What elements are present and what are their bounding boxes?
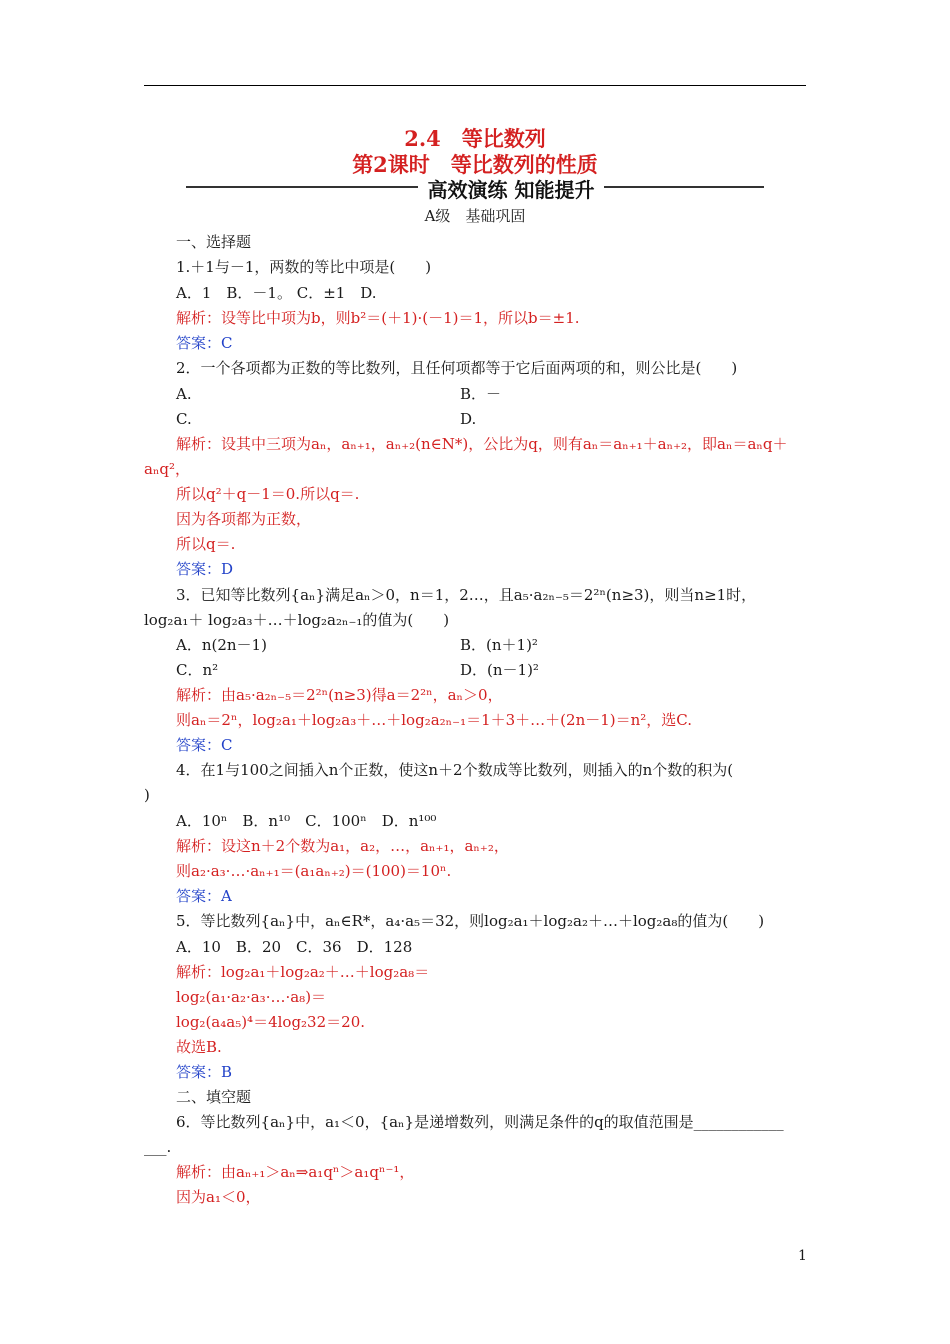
banner-rule-right xyxy=(604,186,764,188)
text-line xyxy=(176,1038,222,1056)
text-line xyxy=(144,611,449,629)
text-line xyxy=(176,988,326,1006)
line-text: 则a₂·a₃·…·aₙ₊₁＝(a₁aₙ₊₂)＝(100)＝10ⁿ. xyxy=(176,862,452,880)
line-text: 解析：由aₙ₊₁＞aₙ⇒a₁qⁿ＞a₁qⁿ⁻¹， xyxy=(176,1163,415,1181)
line-text: 4．在1与100之间插入n个正数，使这n＋2个数成等比数列，则插入的n个数的积为( xyxy=(176,761,734,779)
text-line xyxy=(176,385,502,403)
line-text: 则aₙ＝2ⁿ，log₂a₁＋log₂a₃＋…＋log₂a₂ₙ₋₁＝1＋3＋…＋(2n－1)＝n²，选C. xyxy=(176,711,693,729)
line-text: log₂(a₁·a₂·a₃·…·a₈)＝ xyxy=(176,988,327,1006)
text-line xyxy=(176,410,477,428)
line-text: 答案：A xyxy=(176,887,232,905)
line-text: 解析：log₂a₁＋log₂a₂＋…＋log₂a₈＝ xyxy=(176,963,430,981)
line-text: A．10ⁿ B．n¹⁰ C．100ⁿ D．n¹⁰⁰ xyxy=(176,812,437,830)
text-line xyxy=(176,510,311,528)
line-text: A. xyxy=(176,385,192,403)
line-text: 3．已知等比数列{aₙ}满足aₙ＞0，n＝1，2…，且a₅·a₂ₙ₋₅＝2²ⁿ(n≥3)，则当n≥1时， xyxy=(176,586,757,604)
text-line xyxy=(176,1063,232,1081)
banner xyxy=(186,174,764,200)
text-line xyxy=(176,963,429,981)
text-line xyxy=(176,535,235,553)
line-text: ___. xyxy=(144,1138,172,1156)
option-right: B．－ xyxy=(460,385,502,403)
text-line xyxy=(176,309,580,327)
level-heading: A级 基础巩固 xyxy=(424,207,526,225)
line-text: 答案：B xyxy=(176,1063,233,1081)
text-line xyxy=(176,1013,365,1031)
text-line xyxy=(176,862,451,880)
text-line xyxy=(176,938,412,956)
option-right: D．(n－1)² xyxy=(460,661,539,679)
line-text: aₙq²， xyxy=(144,460,191,478)
line-text: 1.＋1与－1，两数的等比中项是( ) xyxy=(176,258,432,276)
option-right: D. xyxy=(460,410,477,428)
top-rule xyxy=(144,85,806,86)
text-line xyxy=(176,887,232,905)
text-line xyxy=(176,560,233,578)
text-line xyxy=(144,460,190,478)
line-text: 因为a₁＜0， xyxy=(176,1188,261,1206)
text-line xyxy=(176,284,377,302)
line-text: 故选B. xyxy=(176,1038,222,1056)
line-text: A．1 B．－1。 C．±1 D. xyxy=(176,284,377,302)
text-line xyxy=(176,736,232,754)
text-line xyxy=(176,761,733,779)
text-line xyxy=(144,786,150,804)
line-text: log₂a₁＋ log₂a₃＋…＋log₂a₂ₙ₋₁的值为( ) xyxy=(144,611,450,629)
page-subtitle: 第2课时 等比数列的性质 xyxy=(352,152,598,177)
line-text: C．n² xyxy=(176,661,219,679)
text-line xyxy=(176,233,251,251)
text-line xyxy=(176,586,756,604)
text-line xyxy=(176,485,359,503)
text-line xyxy=(176,912,764,930)
banner-text: 高效演练 知能提升 xyxy=(427,178,595,202)
text-line xyxy=(176,1163,414,1181)
line-text: 答案：C xyxy=(176,736,233,754)
line-text: 二、填空题 xyxy=(176,1088,252,1106)
line-text: ) xyxy=(144,786,150,804)
option-right: B．(n＋1)² xyxy=(460,636,538,654)
text-line xyxy=(176,1113,784,1131)
line-text: 所以q＝. xyxy=(176,535,236,553)
line-text: 一、选择题 xyxy=(176,233,252,251)
page-number: 1 xyxy=(798,1248,807,1264)
text-line xyxy=(176,686,503,704)
line-text: A．n(2n－1) xyxy=(176,636,267,654)
text-line xyxy=(176,812,436,830)
text-line xyxy=(176,435,787,453)
text-line xyxy=(176,1088,251,1106)
text-line xyxy=(176,1188,261,1206)
line-text: log₂(a₄a₅)⁴＝4log₂32＝20. xyxy=(176,1013,366,1031)
line-text: C. xyxy=(176,410,192,428)
line-text: 6．等比数列{aₙ}中，a₁＜0，{aₙ}是递增数列，则满足条件的q的取值范围是____________ xyxy=(176,1113,784,1131)
line-text: 解析：由a₅·a₂ₙ₋₅＝2²ⁿ(n≥3)得a＝2²ⁿ，aₙ＞0， xyxy=(176,686,503,704)
text-line xyxy=(176,258,431,276)
line-text: 解析：设这n＋2个数为a₁，a₂，…，aₙ₊₁，aₙ₊₂， xyxy=(176,837,509,855)
text-line xyxy=(176,661,539,679)
page-title: 2.4 等比数列 xyxy=(404,126,546,151)
line-text: 解析：设其中三项为aₙ，aₙ₊₁，aₙ₊₂(n∈N*)，公比为q，则有aₙ＝aₙ₊₁＋aₙ₊₂，即aₙ＝aₙq＋ xyxy=(176,435,788,453)
text-line xyxy=(144,1138,171,1156)
text-line xyxy=(176,711,692,729)
line-text: A．10 B．20 C．36 D．128 xyxy=(176,938,413,956)
line-text: 因为各项都为正数， xyxy=(176,510,312,528)
line-text: 5．等比数列{aₙ}中，aₙ∈R*，a₄·a₅＝32，则log₂a₁＋log₂a₂＋…＋log₂a₈的值为( ) xyxy=(176,912,765,930)
text-line xyxy=(176,334,232,352)
text-line xyxy=(176,359,737,377)
line-text: 答案：C xyxy=(176,334,233,352)
text-line xyxy=(176,636,538,654)
line-text: 2．一个各项都为正数的等比数列，且任何项都等于它后面两项的和，则公比是( ) xyxy=(176,359,738,377)
text-line xyxy=(176,837,509,855)
line-text: 答案：D xyxy=(176,560,234,578)
line-text: 所以q²＋q－1＝0.所以q＝. xyxy=(176,485,360,503)
banner-rule-left xyxy=(186,186,418,188)
line-text: 解析：设等比中项为b，则b²＝(＋1)·(－1)＝1，所以b＝±1. xyxy=(176,309,580,327)
